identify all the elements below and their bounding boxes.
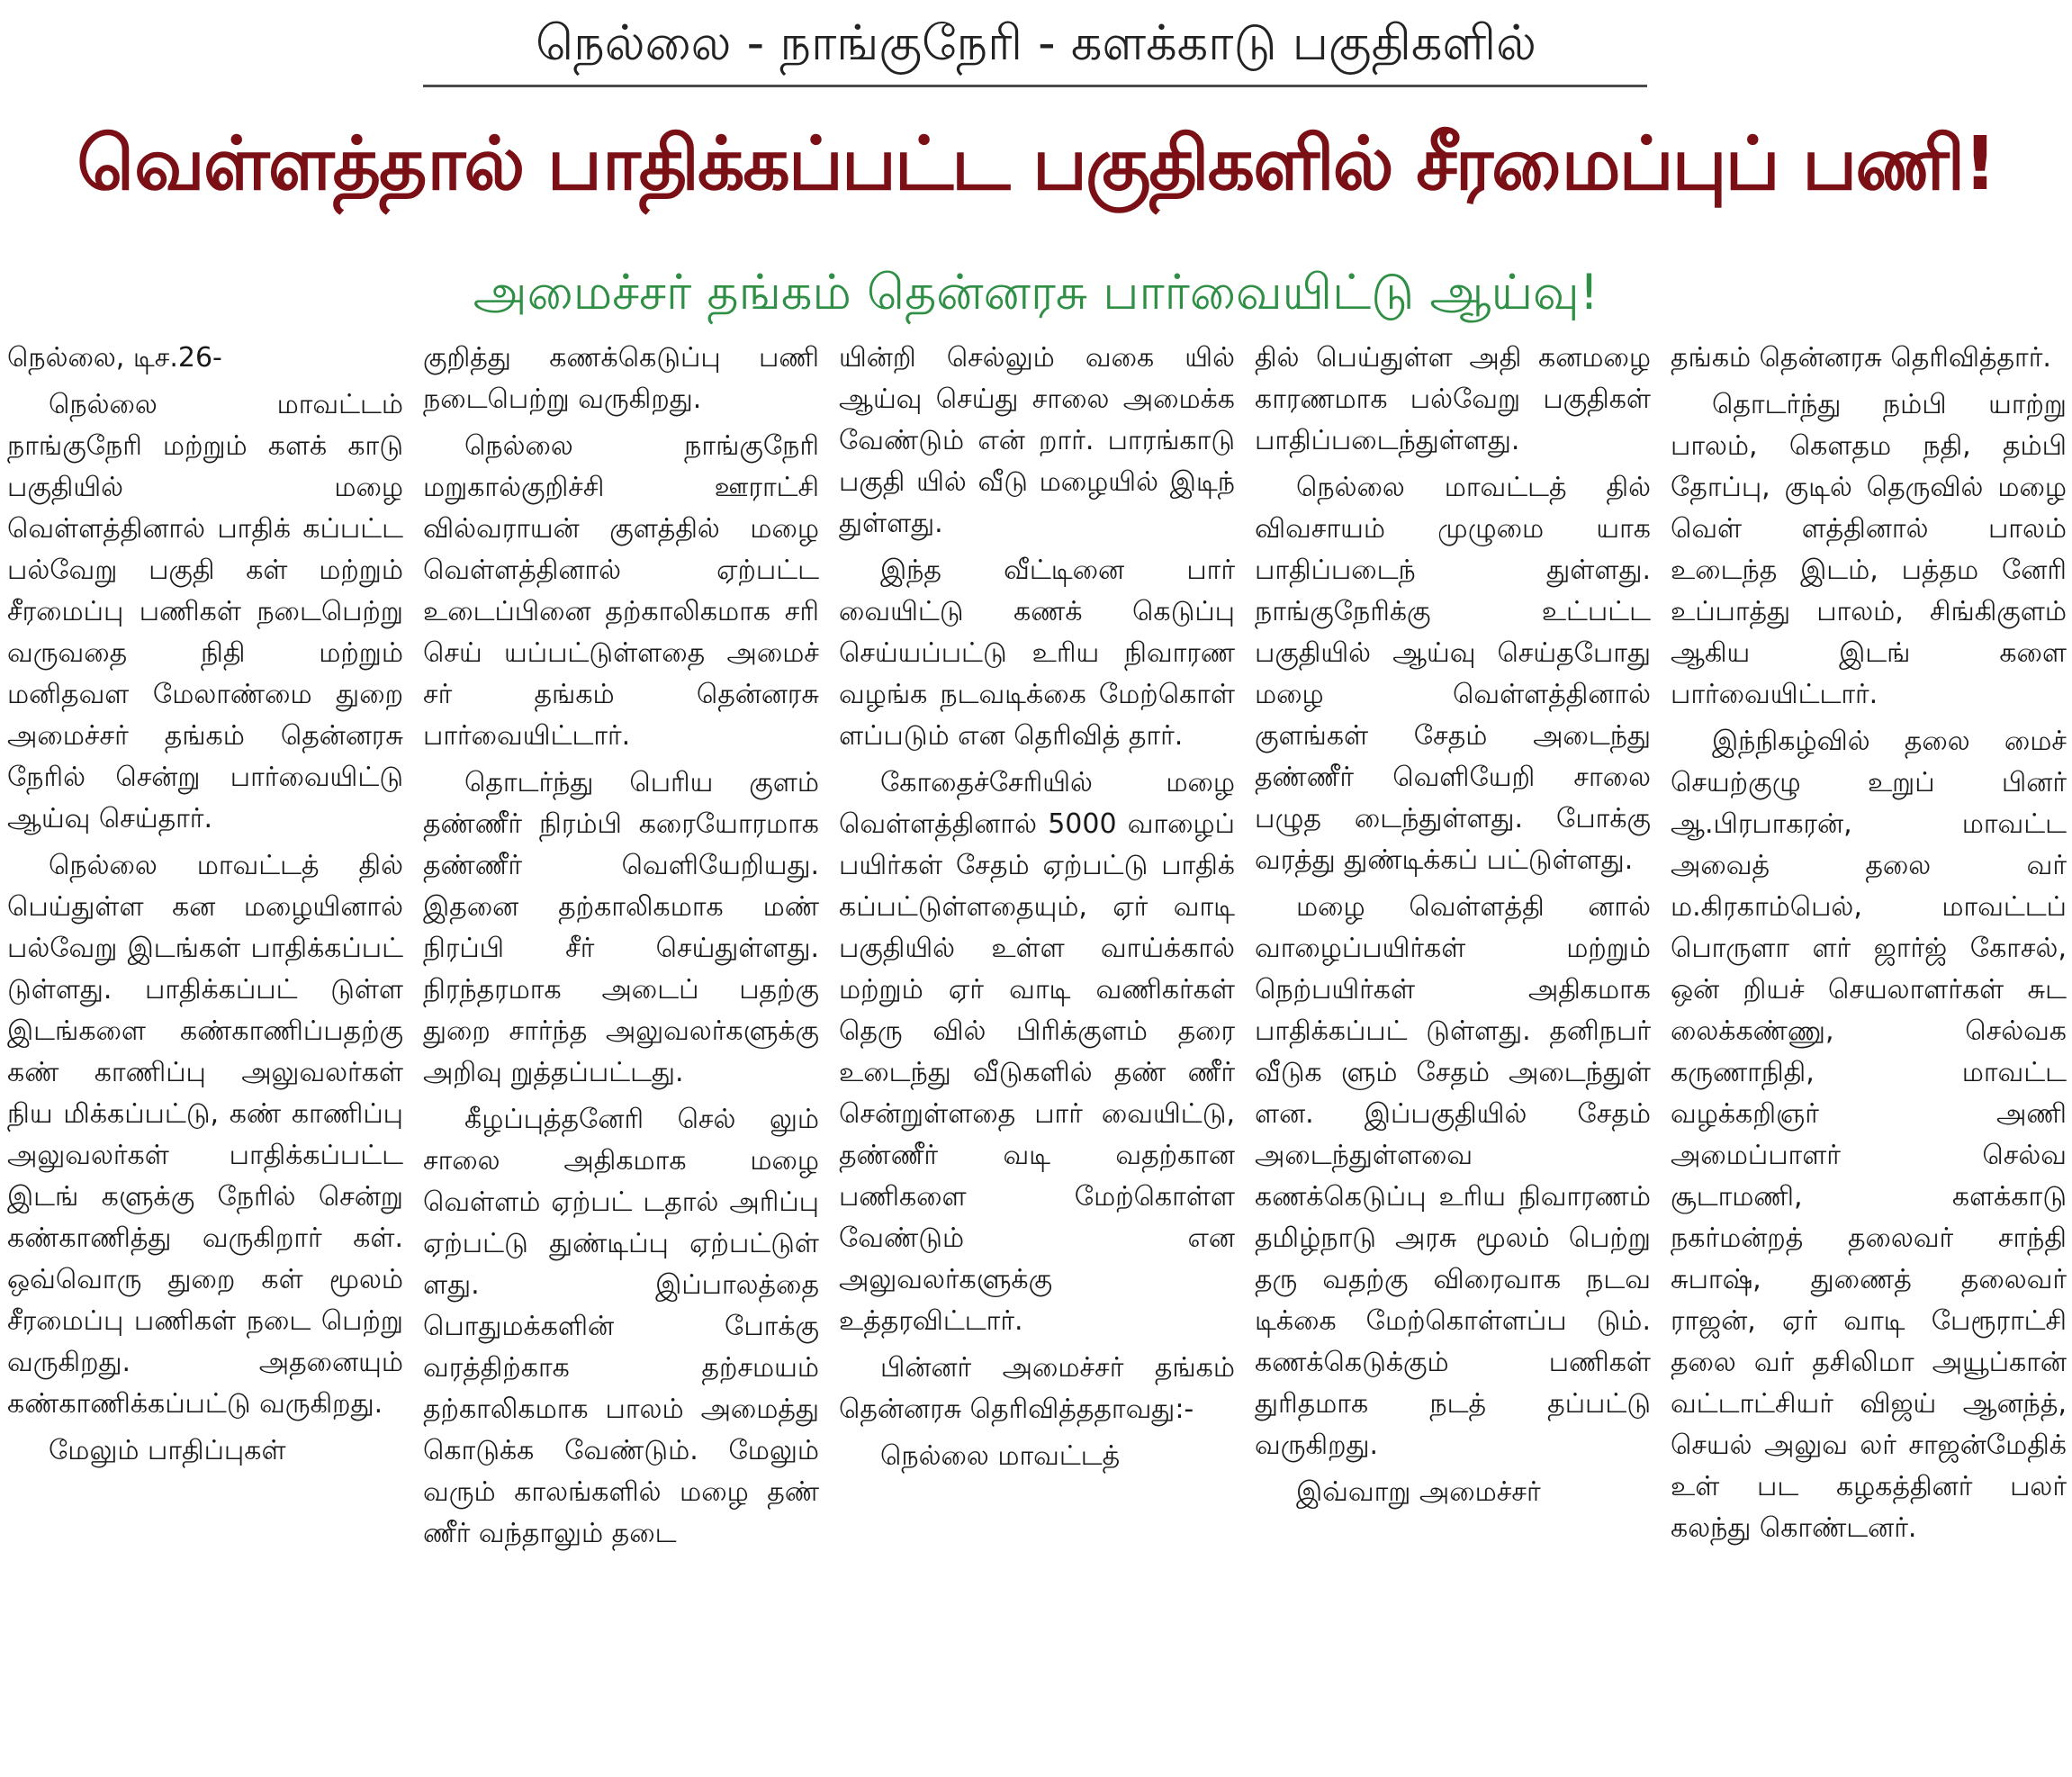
paragraph: இவ்வாறு அமைச்சர் bbox=[1296, 1476, 1541, 1508]
paragraph: தொடர்ந்து நம்பி யாற்று பாலம், கௌதம நதி, தம்பி தோப்பு, குடில் தெருவில் மழை வெள் ளத்தினால் பாலம் உடைந்த இடம், பத்தம னேரி உப்பாத்து பாலம், சிங்கிகுளம் ஆகிய இடங் களை பார்வையிட்டார். bbox=[1671, 389, 2067, 710]
paragraph: நெல்லை மாவட்டம் நாங்குநேரி மற்றும் களக் காடு பகுதியில் மழை வெள்ளத்தினால் பாதிக் கப்பட்ட பல்வேறு பகுதி கள் மற்றும் சீரமைப்பு பணிகள் நடைபெற்று வருவதை நிதி மற்றும் மனிதவள மேலாண்மை துறை அமைச்சர் தங்கம் தென்னரசு நேரில் சென்று பார்வையிட்டு ஆய்வு செய்தார். bbox=[7, 389, 403, 834]
kicker-divider bbox=[423, 85, 1647, 87]
dateline: நெல்லை, டிச.26- bbox=[7, 342, 222, 374]
paragraph: தங்கம் தென்னரசு தெரிவித்தார். bbox=[1671, 342, 2051, 374]
text-column-2 bbox=[423, 338, 819, 1769]
paragraph: கீழப்புத்தனேரி செல் லும் சாலை அதிகமாக மழை வெள்ளம் ஏற்பட் டதால் அரிப்பு ஏற்பட்டு துண்டிப்பு ஏற்பட்டுள் ளது. இப்பாலத்தை பொதுமக்களின் போக்கு வரத்திற்காக தற்சமயம் தற்காலிகமாக பாலம் அமைத்து கொடுக்க வேண்டும். மேலும் வரும் காலங்களில் மழை தண் ணீர் வந்தாலும் தடை bbox=[423, 1104, 819, 1549]
main-headline: வெள்ளத்தால் பாதிக்கப்பட்ட பகுதிகளில் சீரமைப்புப் பணி! bbox=[77, 122, 1995, 207]
paragraph: மேலும் பாதிப்புகள் bbox=[49, 1435, 286, 1466]
paragraph: தொடர்ந்து பெரிய குளம் தண்ணீர் நிரம்பி கரையோரமாக தண்ணீர் வெளியேறியது. இதனை தற்காலிகமாக மண் நிரப்பி சீர் செய்துள்ளது. நிரந்தரமாக அடைப் பதற்கு துறை சார்ந்த அலுவலர்களுக்கு அறிவு றுத்தப்பட்டது. bbox=[423, 767, 819, 1088]
subheadline: அமைச்சர் தங்கம் தென்னரசு பார்வையிட்டு ஆய்வு! bbox=[473, 264, 1599, 320]
paragraph: இந்த வீட்டினை பார் வையிட்டு கணக் கெடுப்பு செய்யப்பட்டு உரிய நிவாரண வழங்க நடவடிக்கை மேற்கொள் ளப்படும் என தெரிவித் தார். bbox=[839, 555, 1235, 752]
paragraph: நெல்லை மாவட்டத் தில் பெய்துள்ள கன மழையினால் பல்வேறு இடங்கள் பாதிக்கப்பட் டுள்ளது. பாதிக்கப்பட் டுள்ள இடங்களை கண்காணிப்பதற்கு கண் காணிப்பு அலுவலர்கள் நிய மிக்கப்பட்டு, கண் காணிப்பு அலுவலர்கள் பாதிக்கப்பட்ட இடங் களுக்கு நேரில் சென்று கண்காணித்து வருகிறார் கள். ஒவ்வொரு துறை கள் மூலம் சீரமைப்பு பணிகள் நடை பெற்று வருகிறது. அதனையும் கண்காணிக்கப்பட்டு வருகிறது. bbox=[7, 850, 403, 1420]
paragraph: நெல்லை மாவட்டத் தில் விவசாயம் முழுமை யாக பாதிப்படைந் துள்ளது. நாங்குநேரிக்கு உட்பட்ட பகுதியில் ஆய்வு செய்தபோது மழை வெள்ளத்தினால் குளங்கள் சேதம் அடைந்து தண்ணீர் வெளியேறி சாலை பழுத டைந்துள்ளது. போக்கு வரத்து துண்டிக்கப் பட்டுள்ளது. bbox=[1255, 472, 1651, 876]
paragraph: பின்னர் அமைச்சர் தங்கம் தென்னரசு தெரிவித்ததாவது:- bbox=[839, 1352, 1235, 1425]
article-body bbox=[7, 338, 2065, 1769]
paragraph: நெல்லை நாங்குநேரி மறுகால்குறிச்சி ஊராட்சி வில்வராயன் குளத்தில் மழை வெள்ளத்தினால் ஏற்பட்ட உடைப்பினை தற்காலிகமாக சரி செய் யப்பட்டுள்ளதை அமைச் சர் தங்கம் தென்னரசு பார்வையிட்டார். bbox=[423, 430, 819, 752]
text-column-4 bbox=[1255, 338, 1651, 1769]
paragraph: மழை வெள்ளத்தி னால் வாழைப்பயிர்கள் மற்றும் நெற்பயிர்கள் அதிகமாக பாதிக்கப்பட் டுள்ளது. தனிநபர் வீடுக ளும் சேதம் அடைந்துள் ளன. இப்பகுதியில் சேதம் அடைந்துள்ளவை கணக்கெடுப்பு உரிய நிவாரணம் தமிழ்நாடு அரசு மூலம் பெற்று தரு வதற்கு விரைவாக நடவ டிக்கை மேற்கொள்ளப்ப டும். கணக்கெடுக்கும் பணிகள் துரிதமாக நடத் தப்பட்டு வருகிறது. bbox=[1255, 891, 1651, 1461]
kicker-heading: நெல்லை - நாங்குநேரி - களக்காடு பகுதிகளில் bbox=[536, 14, 1536, 71]
paragraph: இந்நிகழ்வில் தலை மைச் செயற்குழு உறுப் பினர் ஆ.பிரபாகரன், மாவட்ட அவைத் தலை வர் ம.கிரகாம்பெல், மாவட்டப் பொருளா ளர் ஜார்ஜ் கோசல், ஒன் றியச் செயலாளர்கள் சுட லைக்கண்ணு, செல்வக கருணாநிதி, மாவட்ட வழக்கறிஞர் அணி அமைப்பாளர் செல்வ சூடாமணி, களக்காடு நகர்மன்றத் தலைவர் சாந்தி சுபாஷ், துணைத் தலைவர் ராஜன், ஏர் வாடி பேரூராட்சி தலை வர் தசிலிமா அயூப்கான் வட்டாட்சியர் விஜய் ஆனந்த், செயல் அலுவ லர் சாஜன்மேதிக் உள் பட கழகத்தினர் பலர் கலந்து கொண்டனர். bbox=[1671, 726, 2067, 1544]
paragraph: நெல்லை மாவட்டத் bbox=[880, 1440, 1121, 1472]
text-column-3 bbox=[839, 338, 1235, 1769]
paragraph: தில் பெய்துள்ள அதி கனமழை காரணமாக பல்வேறு பகுதிகள் பாதிப்படைந்துள்ளது. bbox=[1255, 342, 1651, 456]
paragraph: கோதைச்சேரியில் மழை வெள்ளத்தினால் 5000 வாழைப் பயிர்கள் சேதம் ஏற்பட்டு பாதிக் கப்பட்டுள்ளதையும், ஏர் வாடி பகுதியில் உள்ள வாய்க்கால் மற்றும் ஏர் வாடி வணிகர்கள் தெரு வில் பிரிக்குளம் தரை உடைந்து வீடுகளில் தண் ணீர் சென்றுள்ளதை பார் வையிட்டு, தண்ணீர் வடி வதற்கான பணிகளை மேற்கொள்ள வேண்டும் என அலுவலர்களுக்கு உத்தரவிட்டார். bbox=[839, 767, 1235, 1337]
paragraph: யின்றி செல்லும் வகை யில் ஆய்வு செய்து சாலை அமைக்க வேண்டும் என் றார். பாரங்காடு பகுதி யில் வீடு மழையில் இடிந் துள்ளது. bbox=[839, 342, 1235, 539]
paragraph: குறித்து கணக்கெடுப்பு பணி நடைபெற்று வருகிறது. bbox=[423, 342, 819, 415]
text-column-1 bbox=[7, 338, 403, 1769]
text-column-5 bbox=[1671, 338, 2067, 1769]
